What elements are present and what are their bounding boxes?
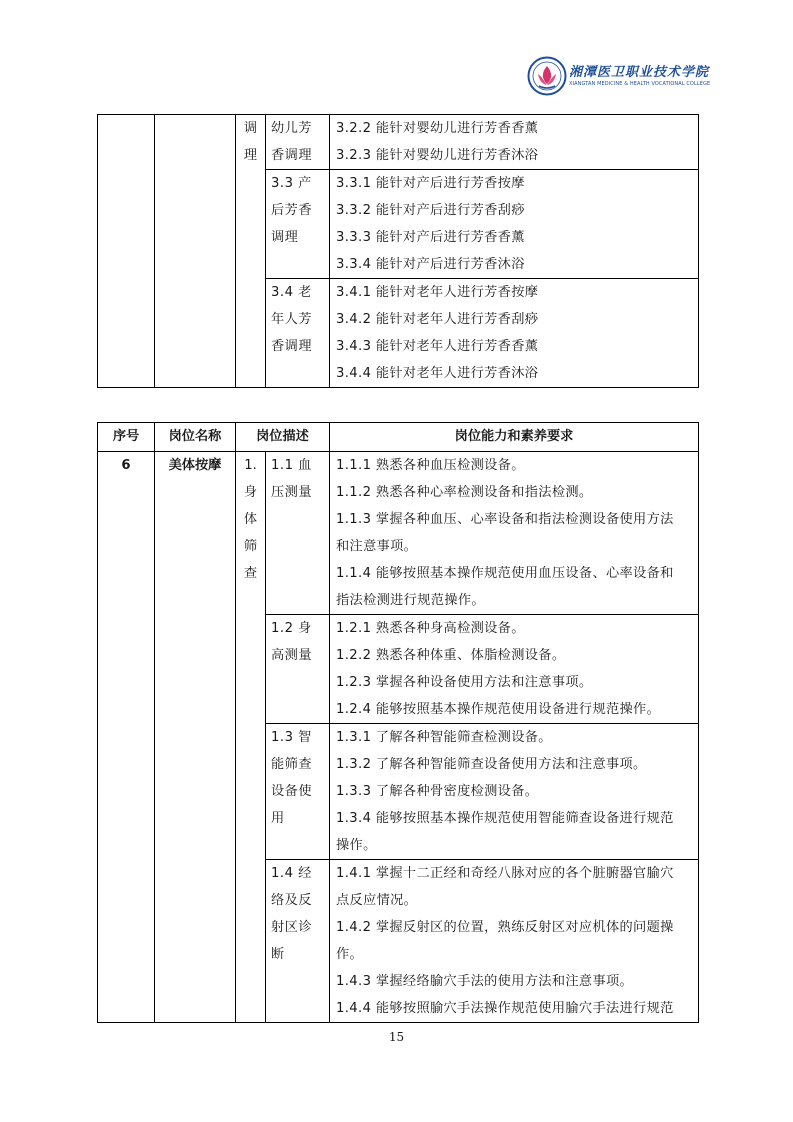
requirements-cell [330,279,699,388]
list-item: 1.1.3 掌握各种血压、心率设备和指法检测设备使用方法 [336,512,674,527]
list-item: 3.4.1 能针对老年人进行芳香按摩 [336,285,539,300]
list-item: 1.4.1 掌握十二正经和奇经八脉对应的各个脏腑器官腧穴 [336,866,674,881]
table-row [98,452,699,615]
sub-area-cell: 1.3 智 能筛查 设备使 用 [266,724,330,860]
list-item: 3.3.1 能针对产后进行芳香按摩 [336,176,525,191]
sub-area-cell: 1.4 经 络及反 射区诊 断 [266,860,330,1023]
area-char: 理 [243,148,258,163]
position-cell [155,115,236,388]
college-emblem-icon [527,56,567,96]
requirements-cell [330,860,699,1023]
list-item: 1.4.4 能够按照腧穴手法操作规范使用腧穴手法进行规范 [336,1001,674,1016]
position-name: 美体按摩 [155,452,236,1023]
header-description: 岗位描述 [236,423,330,452]
list-item: 3.2.2 能针对婴幼儿进行芳香香薰 [336,121,539,136]
college-logo [527,56,711,96]
table-header-row [98,423,699,452]
position-table [97,422,699,1023]
number-cell [98,115,155,388]
sub-area-cell: 1.2 身 高测量 [266,615,330,724]
row-number: 6 [98,452,155,1023]
list-item: 1.2.4 能够按照基本操作规范使用设备进行规范操作。 [336,702,661,717]
list-item: 3.4.3 能针对老年人进行芳香香薰 [336,339,539,354]
area-char: 1. [244,458,257,473]
list-item-continued: 操作。 [336,838,377,853]
list-item: 1.4.2 掌握反射区的位置，熟练反射区对应机体的问题操 [336,920,674,935]
list-item: 1.1.1 熟悉各种血压检测设备。 [336,458,525,473]
area-char: 筛 [243,539,258,554]
requirements-cell [330,452,699,615]
list-item-continued: 点反应情况。 [336,893,418,908]
area-char: 身 [243,485,258,500]
list-item: 1.2.2 熟悉各种体重、体脂检测设备。 [336,648,566,663]
sub-area-cell: 3.4 老 年人芳 香调理 [266,279,330,388]
requirements-cell [330,115,699,170]
list-item: 3.2.3 能针对婴幼儿进行芳香沐浴 [336,148,539,163]
list-item: 1.3.2 了解各种智能筛查设备使用方法和注意事项。 [336,757,647,772]
requirements-cell [330,724,699,860]
header-number: 序号 [98,423,155,452]
list-item: 1.3.1 了解各种智能筛查检测设备。 [336,730,552,745]
requirements-cell [330,170,699,279]
list-item-continued: 和注意事项。 [336,539,418,554]
list-item: 3.3.2 能针对产后进行芳香刮痧 [336,203,525,218]
sub-area-cell: 1.1 血 压测量 [266,452,330,615]
list-item: 3.4.2 能针对老年人进行芳香刮痧 [336,312,539,327]
list-item: 1.3.4 能够按照基本操作规范使用智能筛查设备进行规范 [336,811,674,826]
list-item: 1.2.3 掌握各种设备使用方法和注意事项。 [336,675,593,690]
list-item-continued: 作。 [336,947,364,962]
list-item: 1.2.1 熟悉各种身高检测设备。 [336,621,525,636]
header-position: 岗位名称 [155,423,236,452]
list-item: 3.3.3 能针对产后进行芳香香薰 [336,230,525,245]
list-item: 3.4.4 能针对老年人进行芳香沐浴 [336,366,539,381]
requirements-cell [330,615,699,724]
continued-table [97,114,699,388]
header-requirements: 岗位能力和素养要求 [330,423,699,452]
list-item: 1.1.2 熟悉各种心率检测设备和指法检测。 [336,485,593,500]
college-name-en: XIANGTAN MEDICINE & HEALTH VOCATIONAL COLLEGE [569,81,711,87]
sub-area-cell: 3.3 产 后芳香 调理 [266,170,330,279]
list-item: 1.3.3 了解各种骨密度检测设备。 [336,784,539,799]
page-number: 15 [388,1030,405,1044]
area-char: 调 [243,121,258,136]
area-cell [236,115,266,388]
area-char: 查 [243,566,258,581]
area-cell [236,452,266,1023]
college-name-cn: 湘潭医卫职业技术学院 [569,65,710,80]
area-char: 体 [243,512,258,527]
list-item: 1.1.4 能够按照基本操作规范使用血压设备、心率设备和 [336,566,674,581]
table-row [98,115,699,170]
sub-area-cell: 幼儿芳 香调理 [266,115,330,170]
list-item: 3.3.4 能针对产后进行芳香沐浴 [336,257,525,272]
list-item-continued: 指法检测进行规范操作。 [336,593,485,608]
list-item: 1.4.3 掌握经络腧穴手法的使用方法和注意事项。 [336,974,634,989]
